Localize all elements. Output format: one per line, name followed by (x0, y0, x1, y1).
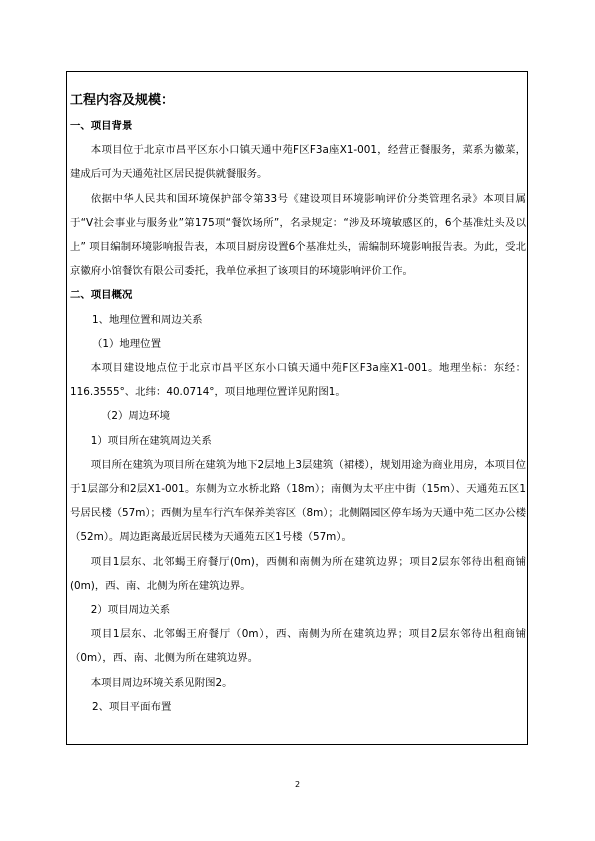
paragraph: 本项目建设地点位于北京市昌平区东小口镇天通中苑F区F3a座X1-001。地理坐标：东经：116.3555°、北纬：40.0714°，项目地理位置详见附图1。 (70, 362, 526, 399)
point-title-project-surroundings: 2）项目周边关系 (90, 604, 171, 617)
subsection-title-location: 1、地理位置和周边关系 (92, 313, 203, 326)
paragraph: 本项目位于北京市昌平区东小口镇天通中苑F区F3a座X1-001，经营正餐服务，菜系为徽菜，建成后可为天通苑社区居民提供就餐服务。 (70, 144, 526, 181)
paragraph: 项目1层东、北邻蝎王府餐厅（0m），西、南侧为所在建筑边界；项目2层东邻待出租商铺（0m），西、南、北侧为所在建筑边界。 (70, 628, 526, 665)
bottom-rule (66, 744, 528, 745)
document-body (70, 88, 526, 719)
section-title-overview: 二、项目概况 (70, 289, 133, 302)
paragraph: 依据中华人民共和国环境保护部令第33号《建设项目环境影响评价分类管理名录》本项目属于“V社会事业与服务业”第175项“餐饮场所”，名录规定：“涉及环境敏感区的，6个基准灶头及以上” 项目编制环境影响报告表，本项目厨房设置6个基准灶头，需编制环境影响报告表。为此，受北京徽府小馆餐饮有限公司委托，我单位承担了该项目的环境影响评价工作。 (70, 192, 526, 278)
paragraph: 项目所在建筑为项目所在建筑为地下2层地上3层建筑（裙楼），规划用途为商业用房，本项目位于1层部分和2层X1-001。东侧为立水桥北路（18m）；南侧为太平庄中街（15m）、天通苑五区1号居民楼（57m）；西侧为星车行汽车保养美容区（8m）；北侧隔园区停车场为天通中苑二区办公楼（52m）。周边距离最近居民楼为天通苑五区1号楼（57m）。 (70, 458, 526, 544)
item-title-geographic-location: （1）地理位置 (92, 337, 161, 350)
page-number: 2 (294, 780, 301, 789)
point-title-building-surroundings: 1）项目所在建筑周边关系 (90, 434, 212, 447)
paragraph: 项目1层东、北邻蝎王府餐厅(0m)，西侧和南侧为所在建筑边界；项目2层东邻待出租商铺(0m)，西、南、北侧为所在建筑边界。 (70, 555, 526, 592)
item-title-surroundings: （2）周边环境 (101, 410, 170, 423)
paragraph: 本项目周边环境关系见附图2。 (90, 676, 233, 689)
subsection-title-layout: 2、项目平面布置 (92, 700, 172, 713)
section-title-background: 一、项目背景 (70, 120, 133, 132)
page-heading: 工程内容及规模： (70, 93, 175, 108)
